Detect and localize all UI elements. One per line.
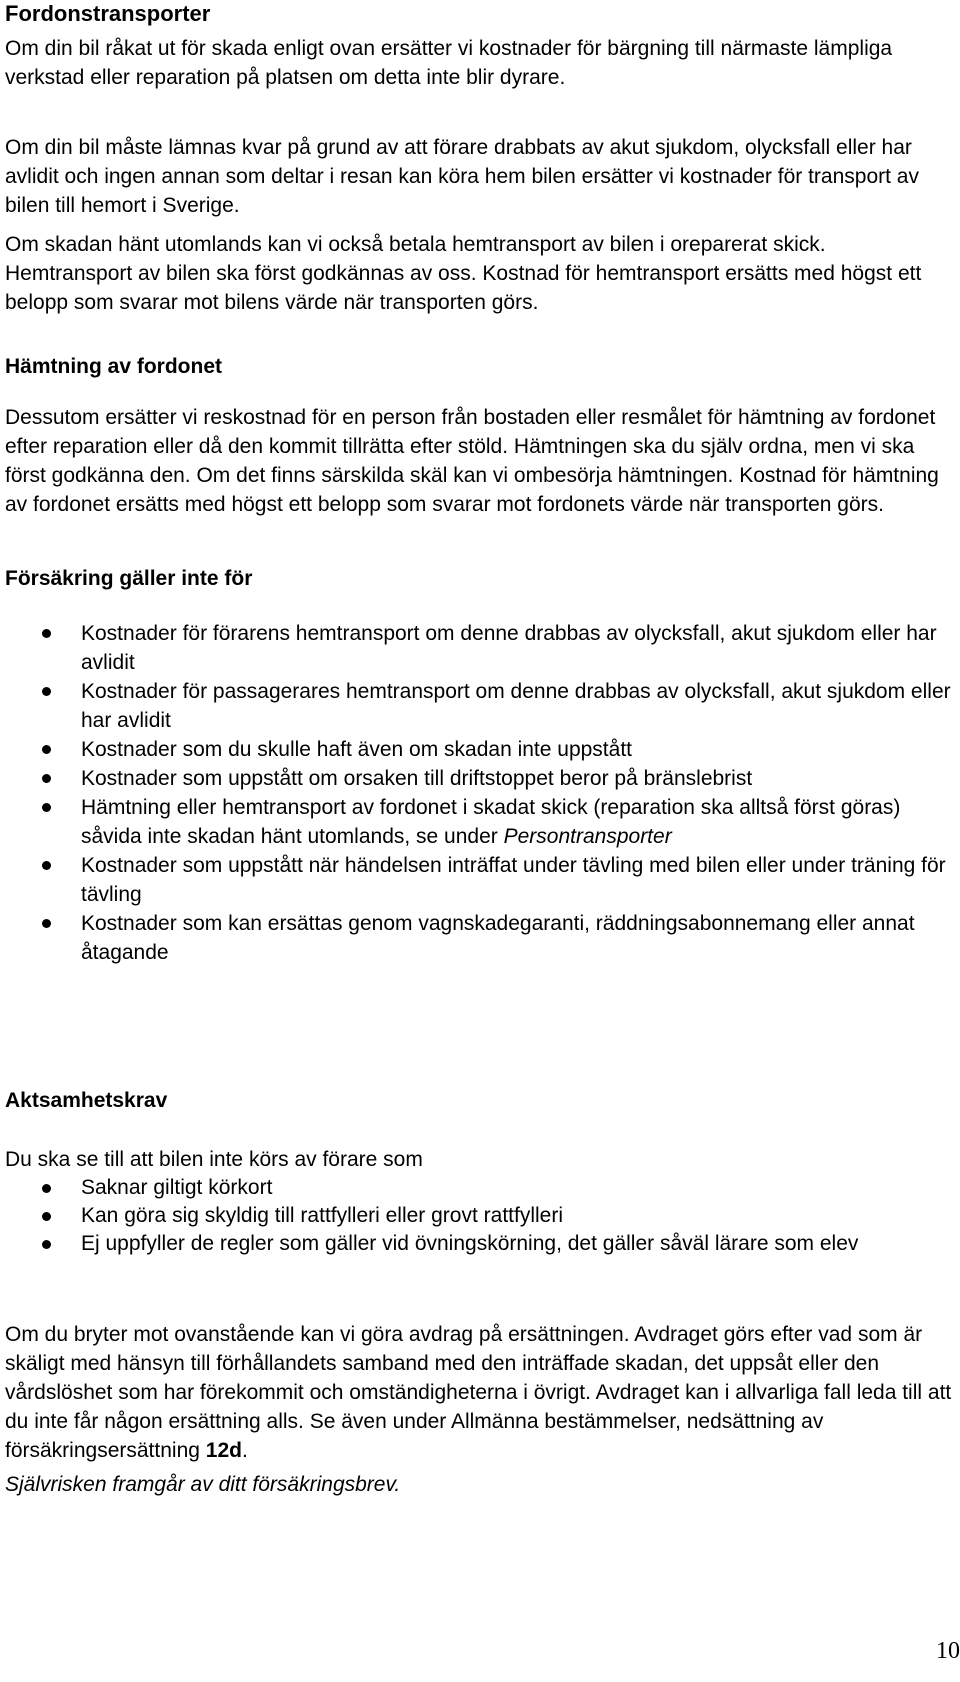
- list-item: Kostnader som uppstått när händelsen inträffat under tävling med bilen eller under träning för tävling: [5, 851, 955, 909]
- paragraph-hamtning: Dessutom ersätter vi reskostnad för en person från bostaden eller resmålet för hämtning av fordonet efter reparation eller då den kommit tillrätta efter stöld. Hämtningen ska du själv ordna, men vi ska först godkänna den. Om det finns särskilda skäl kan vi ombesörja hämtningen. Kostnad för hämtning av fordonet ersätts med högst ett belopp som svarar mot fordonets värde när transporten görs.: [5, 406, 939, 516]
- paragraph-sjalvrisk: Självrisken framgår av ditt försäkringsbrev.: [5, 1473, 401, 1496]
- paragraph-bargning: Om din bil råkat ut för skada enligt ovan ersätter vi kostnader för bärgning till närmaste lämpliga verkstad eller reparation på platsen om detta inte blir dyrare.: [5, 37, 893, 89]
- bullet-icon: [42, 1212, 51, 1221]
- paragraph-kvarlamnad-bil: Om din bil måste lämnas kvar på grund av att förare drabbats av akut sjukdom, olycksfall eller har avlidit och ingen annan som deltar i resan kan köra hem bilen ersätter vi kostnader för transport av bilen till hemort i Sverige.: [5, 136, 919, 217]
- reference-persontransporter: Persontransporter: [503, 825, 672, 848]
- bullet-icon: [42, 774, 51, 783]
- list-item: Kostnader som kan ersättas genom vagnskadegaranti, räddningsabonnemang eller annat åtagande: [5, 909, 955, 967]
- list-item: Ej uppfyller de regler som gäller vid övningskörning, det gäller såväl lärare som elev: [5, 1230, 955, 1258]
- paragraph-avdrag: Om du bryter mot ovanstående kan vi göra avdrag på ersättningen. Avdraget görs efter vad som är skäligt med hänsyn till förhållandets samband med den inträffade skadan, det uppsåt eller den vårdslöshet som har förekommit och omständigheterna i övrigt. Avdraget kan i allvarliga fall leda till att du inte får någon ersättning alls. Se även under Allmänna bestämmelser, nedsättning av försäkringsersättning 12d.: [5, 1323, 952, 1462]
- requirements-list: [5, 1174, 955, 1258]
- list-item: Kostnader för förarens hemtransport om denne drabbas av olycksfall, akut sjukdom eller har avlidit: [5, 619, 955, 677]
- heading-hamtning: Hämtning av fordonet: [5, 355, 223, 378]
- bullet-icon: [42, 629, 51, 638]
- reference-12d: 12d: [205, 1439, 242, 1462]
- bullet-icon: [42, 745, 51, 754]
- bullet-icon: [42, 803, 51, 812]
- page-title: Fordonstransporter: [5, 1, 211, 26]
- list-item: Saknar giltigt körkort: [5, 1174, 955, 1202]
- bullet-icon: [42, 861, 51, 870]
- heading-forsakring-galler-inte: Försäkring gäller inte för: [5, 567, 253, 590]
- paragraph-forare-krav: Du ska se till att bilen inte körs av förare som: [5, 1148, 423, 1171]
- bullet-icon: [42, 687, 51, 696]
- list-item: Hämtning eller hemtransport av fordonet i skadat skick (reparation ska alltså först göras) såvida inte skadan hänt utomlands, se under Persontransporter: [5, 793, 955, 851]
- list-item: Kostnader för passagerares hemtransport om denne drabbas av olycksfall, akut sjukdom eller har avlidit: [5, 677, 955, 735]
- page-number: 10: [936, 1638, 960, 1664]
- bullet-icon: [42, 1240, 51, 1249]
- heading-aktsamhetskrav: Aktsamhetskrav: [5, 1089, 168, 1112]
- list-item: Kan göra sig skyldig till rattfylleri eller grovt rattfylleri: [5, 1202, 955, 1230]
- paragraph-utomlands: Om skadan hänt utomlands kan vi också betala hemtransport av bilen i oreparerat skick. Hemtransport av bilen ska först godkännas av oss. Kostnad för hemtransport ersätts med högst ett belopp som svarar mot bilens värde när transporten görs.: [5, 233, 922, 314]
- exclusions-list: [5, 619, 955, 967]
- bullet-icon: [42, 919, 51, 928]
- list-item: Kostnader som uppstått om orsaken till driftstoppet beror på bränslebrist: [5, 764, 955, 793]
- list-item: Kostnader som du skulle haft även om skadan inte uppstått: [5, 735, 955, 764]
- bullet-icon: [42, 1184, 51, 1193]
